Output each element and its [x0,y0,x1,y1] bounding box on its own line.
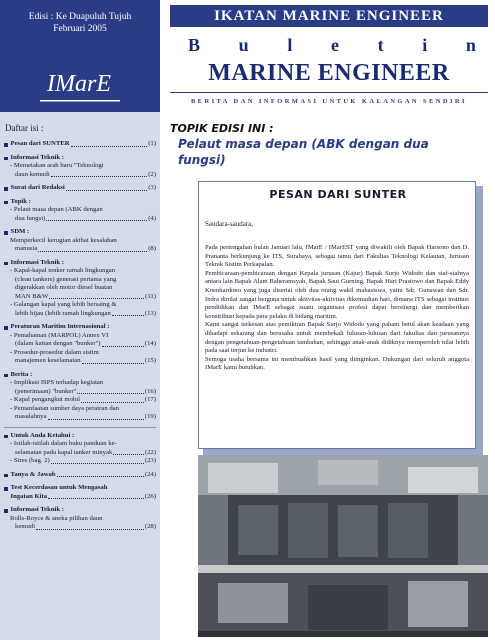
toc-item-text: kemudi [15,523,36,530]
bullet-icon [4,187,8,191]
toc-page-number: (28) [144,523,156,530]
toc-item-text: Memperkecil kerugian akibat kesalahan [10,236,117,244]
toc-item-line [10,162,156,171]
toc-item-line [10,449,156,458]
toc-item-line [10,206,156,215]
toc-divider [4,427,156,428]
toc-heading-row [4,140,156,149]
toc-item-line [10,457,156,466]
toc-title: Daftar isi : [5,123,44,133]
bullet-icon [4,487,8,491]
toc-item[interactable] [4,457,156,466]
toc-section[interactable] [4,228,156,254]
toc-item-line [10,301,156,310]
toc-item[interactable] [4,332,156,349]
toc-item-text: - Pemahaman (MARPOL) Annex VI [10,331,109,339]
edition-banner [0,0,160,112]
toc-item-line [10,515,156,524]
toc-page-number: (22) [144,448,156,456]
toc-page-number: (4) [148,214,156,222]
toc-item-line [10,413,156,422]
toc-item-text: digerakkan oleh motor diesel buatan [15,284,113,291]
toc-page-number: (23) [144,457,156,464]
buletin-letter: B [188,35,201,55]
toc-section-title: Informasi Teknik : [10,258,65,266]
toc-heading-row [4,471,156,480]
dot-leader [77,393,143,394]
toc-section[interactable] [4,471,156,480]
toc-section-title: Tanya & Jawab [10,470,56,478]
toc-item[interactable] [4,349,156,366]
dot-leader [36,529,144,530]
pesan-body [205,244,469,373]
dot-leader [66,190,147,191]
toc-item-line [10,349,156,358]
engine-room-photo [198,455,488,637]
toc-page-number: (26) [144,492,156,500]
sidebar [0,0,160,640]
toc-heading-row [4,432,156,441]
toc-section[interactable] [4,506,156,532]
toc-item-text: (dalam kaitan dengan "bunker") [15,340,101,347]
dot-leader [49,298,144,299]
toc-section-title: Test Kecerdasan untuk Mengasah [10,484,108,491]
logo-underline [40,100,120,103]
toc-heading-row [4,323,156,332]
bullet-icon [4,157,8,161]
toc-heading-row [4,506,156,515]
toc-item-line [10,340,156,349]
toc-section-title: SDM : [10,228,30,235]
dot-leader [112,315,144,316]
pesan-paragraph: Kami sangat terkesan atas pemikiran Bapak Surjo Widodo yang paham betul akan keadaan yang dihadapi sekarang dan berusaha untuk membekali lulusan-lulusan dari fakultas dan jurusannya dengan pengetahuan-pengetahuan tambahan, sehingga anak-anak didiknya memperoleh nilai lebih pada saat terjun ke industri. [205,321,469,355]
toc-item-line [10,332,156,341]
pesan-paragraph: Pembicaraan-pembicaraan dengan Kepala jurusan (Kajur) Bapak Surjo Widodo dan staf-stafnya antara lain Bapak Alam Baheramsyah, Bapak Saut Gurning, Bapak Hari Prastowo dan Bapak Eddy Koenhardono yang juga disertai oleh dua orang wakil mahasiswa, yaitu Sdr. Gunawan dan Sdr. Indra dinilai sangat berguna untuk aktivitas-aktivitas dikemudian hari, dimana ITS sebagai institusi pendidikan dan IMarE sebagai suatu organisasi profesi dapat bersinergi dan memberikan konstribusi kepada para pelaku di bidang maritim. [205,269,469,320]
toc-page-number: (11) [145,292,156,300]
toc-item-text: - Kapal pengangkut mobil [10,396,81,403]
pesan-paragraph: Semoga usaha bersama ini membuahkan hasil yang diinginkan. Dukungan dari seluruh anggota IMarE kami butuhkan. [205,355,469,372]
pesan-box [198,181,476,449]
toc-item-text: MAN B&W [15,292,49,300]
toc-page-number: (16) [144,387,156,395]
title-divider [170,92,488,95]
topik-text: Pelaut masa depan (ABK dengan dua fungsi) [178,137,429,167]
toc-item[interactable] [4,405,156,422]
dot-leader [48,419,144,420]
toc-section[interactable] [4,432,156,466]
bullet-icon [4,374,8,378]
toc-section[interactable] [4,198,156,224]
toc-heading-row [4,493,156,502]
toc-page-number: (1) [148,140,156,147]
toc-item-text: lebih hijau (lebih ramah lingkungan [15,309,111,317]
toc-item-line [10,523,156,532]
toc-section-title: Informasi Teknik : [10,506,65,513]
toc-item-text: - Stres (bag. 2) [10,457,50,464]
imare-logo: IMarE [47,71,111,97]
toc-section[interactable] [4,371,156,422]
dot-leader [102,346,144,347]
bullet-icon [4,326,8,330]
toc-item-text: - Istilah-istilah dalam buku panduan ke- [10,440,117,447]
toc-section-title: Ingatan Kita [10,492,48,500]
dot-leader [81,402,144,403]
toc-item-line [10,276,156,285]
table-of-contents [4,140,156,537]
toc-item[interactable] [4,515,156,532]
toc-page-number: (14) [144,340,156,347]
edition-info: Edisi : Ke Duapuluh Tujuh Februari 2005 [28,12,132,34]
toc-item[interactable] [4,396,156,405]
toc-heading-row [4,228,156,237]
toc-item-text: - Implikasi ISPS terhadap kegiatan [10,379,104,386]
toc-item-text: (penerimaan) "bunker" [15,387,77,395]
toc-item-text: dua fungsi) [15,214,46,222]
toc-page-number: (3) [148,184,156,191]
toc-page-number: (2) [148,170,156,178]
toc-item-line [10,357,156,366]
toc-heading-row [4,184,156,193]
buletin-letter: l [287,35,293,55]
toc-item-text: selamatan pada kapal tanker minyak [15,448,113,456]
toc-item-line [10,310,156,319]
toc-item-text: - Kapal-kapal tenker ramah lingkungan [10,267,116,274]
toc-heading-row [4,371,156,380]
toc-item-line [10,396,156,405]
bullet-icon [4,262,8,266]
buletin-letter: i [422,35,428,55]
pesan-title: PESAN DARI SUNTER [269,188,407,201]
toc-item-text: - Pelaut masa depan (ABK dengan [10,206,103,213]
toc-heading-row [4,154,156,163]
toc-item-text: masalahnya [15,413,47,420]
dot-leader [48,498,144,499]
bullet-icon [4,435,8,439]
toc-item-line [10,405,156,414]
toc-page-number: (19) [144,413,156,420]
bullet-icon [4,201,8,205]
dot-leader [71,146,148,147]
toc-page-number: (13) [144,309,156,317]
toc-item-text: - Prosedur-prosedur dalam sistim [10,348,99,356]
topik-label: TOPIK EDISI INI : [170,122,274,135]
toc-item-line [10,379,156,388]
toc-item-text: - Pemanfaatan sumber daya perairan dan [10,404,119,412]
toc-item[interactable] [4,267,156,301]
toc-section[interactable] [4,140,156,149]
toc-section-title: Topik : [10,197,31,205]
dot-leader [46,220,147,221]
org-name: IKATAN MARINE ENGINEER [170,5,488,27]
dot-leader [113,454,144,455]
pesan-salutation: Saudara-saudara, [205,220,254,228]
toc-page-number: (17) [144,396,156,403]
toc-item[interactable] [4,237,156,254]
dot-leader [82,363,144,364]
toc-section-title: Peraturan Maritim Internasional : [10,323,110,330]
toc-section-title: Berita : [10,370,33,378]
toc-item-line [10,245,156,254]
bullet-icon [4,143,8,147]
toc-heading-row [4,198,156,207]
toc-section-title: Untuk Anda Ketahui : [10,431,75,439]
toc-section[interactable] [4,484,156,501]
toc-section-title: Surat dari Redaksi [10,184,65,191]
buletin-letter: t [377,35,384,55]
toc-item-text: manajemen keselamatan [15,357,81,364]
toc-item-text: (clean tankers) generasi pertama yang [15,275,117,283]
toc-item-line [10,237,156,246]
toc-section[interactable] [4,184,156,193]
bullet-icon [4,509,8,513]
toc-section-title: Informasi Teknik : [10,153,65,161]
toc-item-text: - Galangan kapal yang lebih bersaing & [10,301,117,308]
buletin-label [188,35,476,56]
toc-item-text: daun kemudi [15,170,50,178]
toc-heading-row [4,484,156,493]
toc-item-line [10,284,156,293]
toc-item-text: - Memetakan arah baru "Teknologi [10,162,104,169]
buletin-letter: u [238,35,249,55]
toc-item-text: manusia [15,245,38,252]
toc-item-line [10,293,156,302]
main-title: MARINE ENGINEER [208,60,450,86]
toc-item-line [10,267,156,276]
toc-section[interactable] [4,323,156,366]
toc-item[interactable] [4,206,156,223]
tagline: BERITA DAN INFORMASI UNTUK KALANGAN SENDIRI [191,98,467,105]
toc-item-line [10,440,156,449]
dot-leader [51,463,144,464]
toc-section-title: Pesan dari SUNTER [10,140,70,147]
buletin-letter: n [465,35,476,55]
toc-item[interactable] [4,162,156,179]
toc-section[interactable] [4,154,156,180]
toc-item-line [10,388,156,397]
toc-section[interactable] [4,259,156,319]
dot-leader [51,176,147,177]
engine-room-illustration [198,455,488,637]
toc-item-line [10,171,156,180]
toc-page-number: (24) [144,470,156,478]
toc-page-number: (15) [144,357,156,364]
toc-item[interactable] [4,440,156,457]
buletin-letter: e [330,35,339,55]
pesan-paragraph: Pada pertengahan bulan Januari lalu, IMarE / IMarEST yang diwakili oleh Bapak Harsono dan D. Prananta berkunjung ke ITS, Surabaya, sebagai tamu dari Fakultas Teknologi Kelautan, Jurusan Teknik Sistim Perkapalan. [205,244,469,269]
toc-heading-row [4,259,156,268]
toc-item[interactable] [4,379,156,396]
toc-page-number: (8) [148,245,156,252]
dot-leader [57,476,144,477]
toc-item-text: Rolls-Royce & aneka pilihan daun [10,514,103,522]
bullet-icon [4,231,8,235]
dot-leader [38,251,147,252]
bullet-icon [4,474,8,478]
toc-item[interactable] [4,301,156,318]
toc-item-line [10,215,156,224]
